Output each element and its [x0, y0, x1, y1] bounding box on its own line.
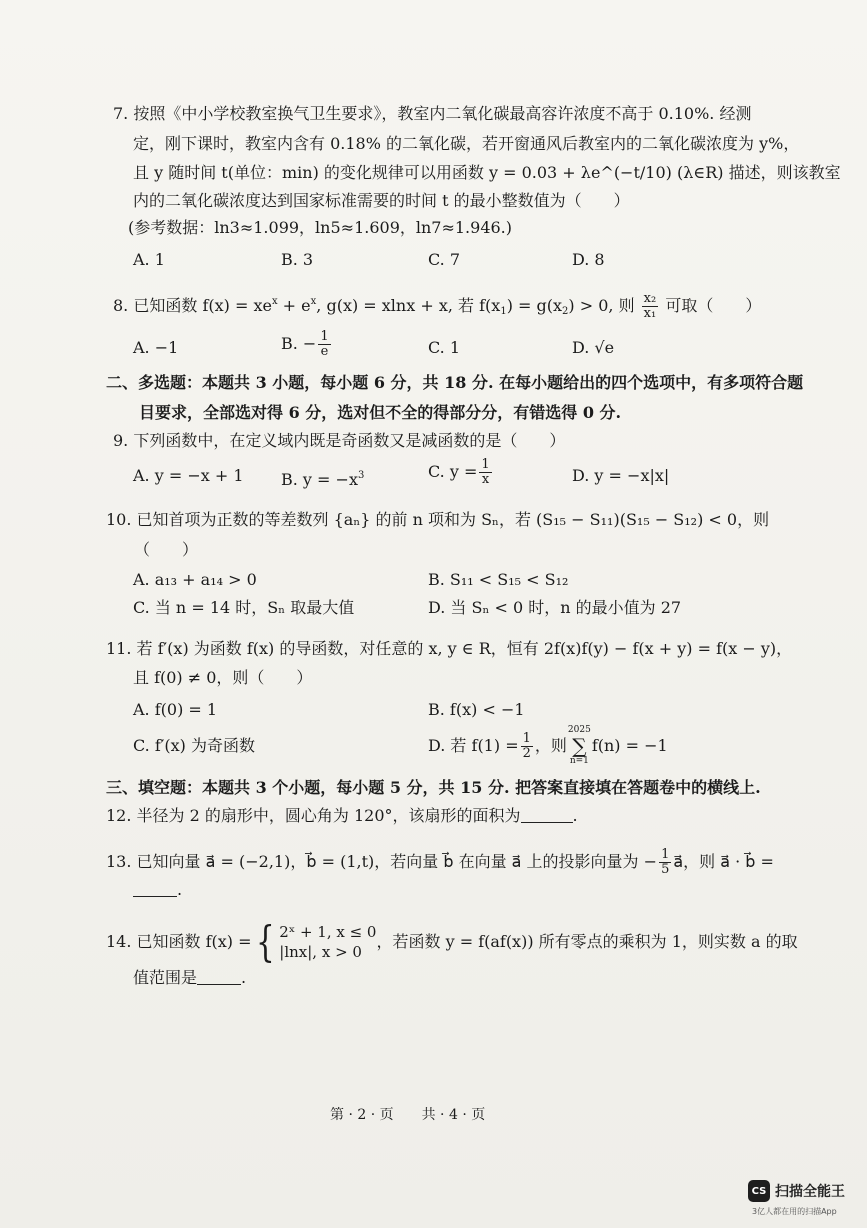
q14-case-2: |lnx|, x > 0	[279, 943, 362, 961]
q14-cases	[279, 922, 376, 962]
q11-option-a: A. f(0) = 1	[133, 700, 218, 719]
q9-option-c-num: 1	[481, 457, 490, 472]
q11-option-d-text: D. 若 f(1) =	[428, 736, 519, 755]
q14-case-1: 2ˣ + 1, x ≤ 0	[279, 923, 377, 941]
q14-stem	[106, 918, 798, 966]
q11-option-d	[428, 725, 668, 767]
q8-option-c: C. 1	[428, 338, 461, 357]
q13-stem	[106, 848, 774, 877]
q10-stem-2: （ ）	[134, 540, 199, 559]
q8-sub-2: 2	[562, 306, 569, 317]
q13-fraction	[659, 848, 671, 877]
q8-option-b-fraction	[318, 330, 330, 359]
q8-option-b-label: B. −	[281, 334, 317, 353]
q11-option-d-num: 1	[522, 730, 531, 746]
q11-option-d-end: f(n) = −1	[591, 736, 668, 755]
q8-sup-x: x	[310, 296, 317, 307]
q10-stem-1: 10. 已知首项为正数的等差数列 {aₙ} 的前 n 项和为 Sₙ，若 (S₁₅ − S₁₁)(S₁₅ − S₁₂) < 0，则	[106, 510, 770, 529]
page-footer: 第 · 2 · 页 共 · 4 · 页	[330, 1107, 486, 1123]
q14-answer-blank[interactable]	[197, 970, 241, 985]
q10-option-b: B. S₁₁ < S₁₅ < S₁₂	[428, 570, 569, 589]
q7-option-d: D. 8	[572, 250, 605, 269]
q11-option-c: C. f′(x) 为奇函数	[133, 736, 255, 755]
q9-option-b-text: B. y = −x	[281, 470, 358, 489]
q14-text: 14. 已知函数 f(x) =	[106, 932, 252, 951]
q7-option-b: B. 3	[281, 250, 314, 269]
q12-text: 12. 半径为 2 的扇形中，圆心角为 120°，该扇形的面积为	[106, 806, 521, 825]
q14-end: .	[241, 968, 247, 987]
sum-lower: n=1	[569, 756, 589, 766]
section-2-instructions: 目要求，全部选对得 6 分，选对但不全的得部分分，有错选得 0 分.	[139, 403, 622, 422]
q9-option-c-den: x	[481, 472, 490, 487]
q10-option-c: C. 当 n = 14 时，Sₙ 取最大值	[133, 598, 355, 617]
q11-option-d-mid: ，则	[534, 736, 567, 755]
q9-option-d: D. y = −x|x|	[572, 466, 670, 485]
q8-option-b-den: e	[320, 344, 329, 359]
q11-stem-2: 且 f(0) ≠ 0，则（ ）	[133, 668, 313, 687]
section-3-heading: 三、填空题：本题共 3 个小题，每小题 5 分，共 15 分. 把答案直接填在答题卷中的横线上.	[106, 778, 761, 797]
q8-stem-part: ) > 0, 则	[568, 296, 635, 315]
q9-option-b	[281, 466, 364, 490]
q9-option-c-text: C. y =	[428, 462, 478, 481]
q13-den: 5	[661, 862, 670, 877]
q8-stem-end: 可取（ ）	[665, 296, 762, 315]
q9-option-b-sup: 3	[357, 470, 365, 481]
q11-option-b: B. f(x) < −1	[428, 700, 525, 719]
q11-summation	[568, 725, 591, 767]
q8-option-a: A. −1	[133, 338, 179, 357]
q11-stem-1: 11. 若 f′(x) 为函数 f(x) 的导函数，对任意的 x, y ∈ R，恒有 2f(x)f(y) − f(x + y) = f(x − y)，	[106, 639, 793, 658]
scanner-watermark	[748, 1180, 845, 1202]
q9-option-c-fraction	[479, 458, 491, 487]
q14-range-label: 值范围是	[133, 968, 198, 987]
q7-line-2: 定，刚下课时，教室内含有 0.18% 的二氧化碳，若开窗通风后教室内的二氧化碳浓度为 y%，	[133, 134, 800, 153]
camscanner-logo-icon: CS	[748, 1180, 770, 1202]
q14-line-2	[133, 968, 246, 988]
q8-option-b-num: 1	[320, 329, 329, 344]
q14-piecewise	[252, 917, 377, 966]
section-2-heading: 二、多选题：本题共 3 小题，每小题 6 分，共 18 分. 在每小题给出的四个选项中，有多项符合题	[106, 373, 804, 392]
q10-option-a: A. a₁₃ + a₁₄ > 0	[133, 570, 257, 589]
q11-option-d-fraction	[521, 732, 533, 761]
q8-option-d: D. √e	[572, 338, 615, 357]
q7-line-4: 内的二氧化碳浓度达到国家标准需要的时间 t 的最小整数值为（ ）	[133, 191, 630, 210]
left-brace-icon: {	[255, 917, 275, 966]
q8-fraction	[642, 292, 659, 321]
q8-sub-1: 1	[500, 306, 507, 317]
sum-upper: 2025	[567, 725, 591, 735]
q7-option-a: A. 1	[133, 250, 165, 269]
watermark-name: 扫描全能王	[775, 1184, 845, 1200]
q8-stem	[113, 292, 761, 322]
q12-end: .	[572, 806, 578, 825]
q13-end: .	[177, 880, 183, 899]
q14-text-end: ，若函数 y = f(af(x)) 所有零点的乘积为 1，则实数 a 的取	[376, 932, 798, 951]
q13-line-2	[133, 880, 182, 900]
q10-option-d: D. 当 Sₙ < 0 时，n 的最小值为 27	[428, 598, 682, 617]
q7-line-1: 7. 按照《中小学校教室换气卫生要求》，教室内二氧化碳最高容许浓度不高于 0.10%. 经测	[113, 104, 752, 123]
q7-reference-data: (参考数据：ln3≈1.099，ln5≈1.609，ln7≈1.946.)	[128, 218, 513, 237]
sigma-symbol: ∑	[572, 734, 587, 758]
watermark-tagline: 3亿人都在用的扫描App	[752, 1207, 837, 1216]
q8-stem-part: , g(x) = xlnx + x, 若 f(x	[316, 296, 501, 315]
q11-option-d-den: 2	[522, 745, 531, 761]
q9-option-a: A. y = −x + 1	[133, 466, 244, 485]
q8-option-b	[281, 330, 333, 359]
q7-line-3: 且 y 随时间 t(单位：min) 的变化规律可以用函数 y = 0.03 + λe^(−t/10) (λ∈R) 描述，则该教室	[133, 163, 841, 182]
q13-num: 1	[661, 847, 670, 862]
q12-stem	[106, 806, 578, 826]
q13-answer-blank[interactable]	[133, 882, 177, 897]
q8-stem-part: + e	[277, 296, 311, 315]
q8-frac-den: x₁	[643, 306, 657, 321]
q13-text-end: a⃗，则 a⃗ · b⃗ =	[673, 852, 774, 871]
q8-stem-part: ) = g(x	[506, 296, 563, 315]
q8-frac-num: x₂	[643, 291, 657, 306]
q8-stem-part: 8. 已知函数 f(x) = xe	[113, 296, 272, 315]
q9-option-c	[428, 458, 494, 487]
q9-stem: 9. 下列函数中，在定义域内既是奇函数又是减函数的是（ ）	[113, 431, 566, 450]
q8-sup-x: x	[271, 296, 278, 307]
q13-text: 13. 已知向量 a⃗ = (−2,1)，b⃗ = (1,t)，若向量 b⃗ 在向量 a⃗ 上的投影向量为 −	[106, 852, 658, 871]
q7-option-c: C. 7	[428, 250, 461, 269]
q12-answer-blank[interactable]	[521, 808, 573, 823]
